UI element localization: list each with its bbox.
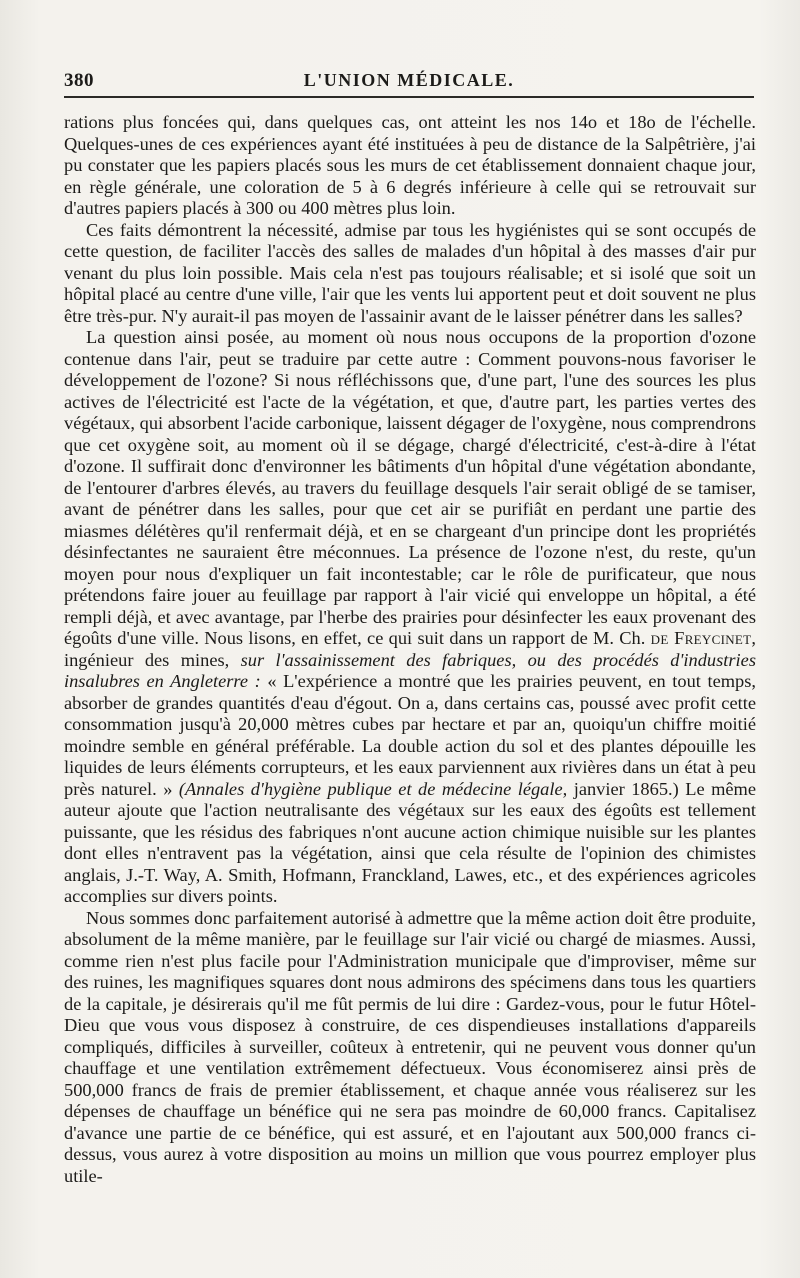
author-name: de Freycinet: [650, 628, 752, 648]
paragraph-continued: rations plus foncées qui, dans quelques cas, ont atteint les nos 14o et 18o de l'échelle. Quelques-unes de ces expériences ayant été instituées à peu de distance de la Salpêtrière, j'ai pu constater que les papiers placés sous les murs de cet établissement donnaient chaque jour, en règle générale, une coloration de 5 à 6 degrés inférieure à celle qui se retrouvait sur d'autres papiers placés à 300 ou 400 mètres plus loin.: [64, 112, 756, 218]
quotation: « L'expérience a montré que les prairies peuvent, en tout temps, absorber de grandes quantités d'eau d'égout. On a, dans certains cas, poussé avec profit cette consommation jusqu'à 20,000 mètres cubes par hectare et par an, quoiqu'un chiffre moitié moindre semble en général préférable. La double action du sol et des plantes dépouille les liquides de leurs éléments corrupteurs, et les eaux parviennent aux rivières dans un état à peu près naturel. »: [64, 671, 756, 799]
paragraph: Ces faits démontrent la nécessité, admise par tous les hygiénistes qui se sont occupés de cette question, de faciliter l'accès des salles de malades d'un hôpital à des masses d'air pur venant du plus loin possible. Mais cela n'est pas toujours réalisable; et si isolé que soit un hôpital placé au centre d'une ville, l'air que les vents lui apportent peut et doit souvent ne plus être très-pur. N'y aurait-il pas moyen de l'assainir avant de le laisser pénétrer dans les salles?: [64, 219, 756, 326]
running-head: L'UNION MÉDICALE.: [303, 70, 515, 90]
paragraph: [64, 327, 756, 908]
source-citation: (Annales d'hygiène publique et de médecine légale,: [178, 778, 568, 799]
paragraph: Nous sommes donc parfaitement autorisé à admettre que la même action doit être produite, absolument de la même manière, par le feuillage sur l'air vicié ou chargé de miasmes. Aussi, comme rien n'est plus facile pour l'Administration municipale que d'improviser, même sur des ruines, les magnifiques squares dont nous admirons des spécimens dans tous les quartiers de la capitale, je désirerais qu'il me fût permis de lui dire : Gardez-vous, pour le futur Hôtel-Dieu que vous vous disposez à construire, de ces dispendieuses installations d'appareils compliqués, difficiles à surveiller, coûteux à entretenir, qui ne peuvent vous donner qu'un chauffage et une ventilation extrêmement défectueux. Vous économiserez ainsi près de 500,000 francs de frais de premier établissement, et chaque année vous réaliserez sur les dépenses de chauffage un bénéfice qui ne sera pas moindre de 60,000 francs. Capitalisez d'avance une partie de ce bénéfice, qui est assuré, et en l'ajoutant aux 500,000 francs ci-dessus, vous aurez à votre disposition au moins un million que vous pourrez employer plus utile-: [64, 907, 757, 1186]
header-rule: [64, 96, 754, 98]
paragraph-text: Le même auteur ajoute que l'action neutralisante des végétaux sur les eaux des égoûts est tellement puissante, que les résidus des fabriques n'ont aucune action chimique nuisible sur les plantes dont elles n'entravent pas la végétation, ainsi que cela résulte de l'opinion des chimistes anglais, J.-T. Way, A. Smith, Hofmann, Franckland, Lawes, etc., et des expériences agricoles accomplies sur divers points.: [64, 778, 757, 906]
body-text: [64, 112, 756, 1187]
source-date: janvier 1865.): [573, 778, 679, 799]
paragraph-text: , ingénieur des mines,: [64, 628, 756, 670]
paragraph-text: La question ainsi posée, au moment où nous nous occupons de la proportion d'ozone contenue dans l'air, peut se traduire par cette autre : Comment pouvons-nous favoriser le développement de l'ozone? Si nous réfléchissons que, d'une part, l'une des sources les plus actives de l'électricité est l'acte de la végétation, et que, d'autre part, les parties vertes des végétaux, qui absorbent l'acide carbonique, laissent dégager de l'oxygène, nous comprendrons que cet oxygène soit, au moment où il se dégage, chargé d'électricité, c'est-à-dire à l'état d'ozone. Il suffirait donc d'environner les bâtiments d'un hôpital d'une végétation abondante, de l'entourer d'arbres élevés, au travers du feuillage desquels l'air serait obligé de se tamiser, avant de pénétrer dans les salles, pour que cet air se purifiât en perdant une partie des miasmes délétères qu'il renfermait déjà, et en se chargeant d'un principe dont les propriétés désinfectantes ne sauraient être méconnues. La présence de l'ozone n'est, du reste, qu'un moyen pour nous d'expliquer un fait incontestable; car le rôle de purificateur, que nous prétendons faire jouer au feuillage par rapport à l'air vicié qui enveloppe un hôpital, a été rempli déjà, et avec avantage, par l'herbe des prairies pour désinfecter les eaux provenant des égoûts d'une ville. Nous lisons, en effet, ce qui suit dans un rapport de M. Ch.: [64, 327, 756, 648]
page-number: 380: [64, 70, 94, 91]
report-title: sur l'assainissement des fabriques, ou des procédés d'industries insalubres en Angleterre :: [64, 649, 756, 691]
page-header: [64, 70, 754, 94]
